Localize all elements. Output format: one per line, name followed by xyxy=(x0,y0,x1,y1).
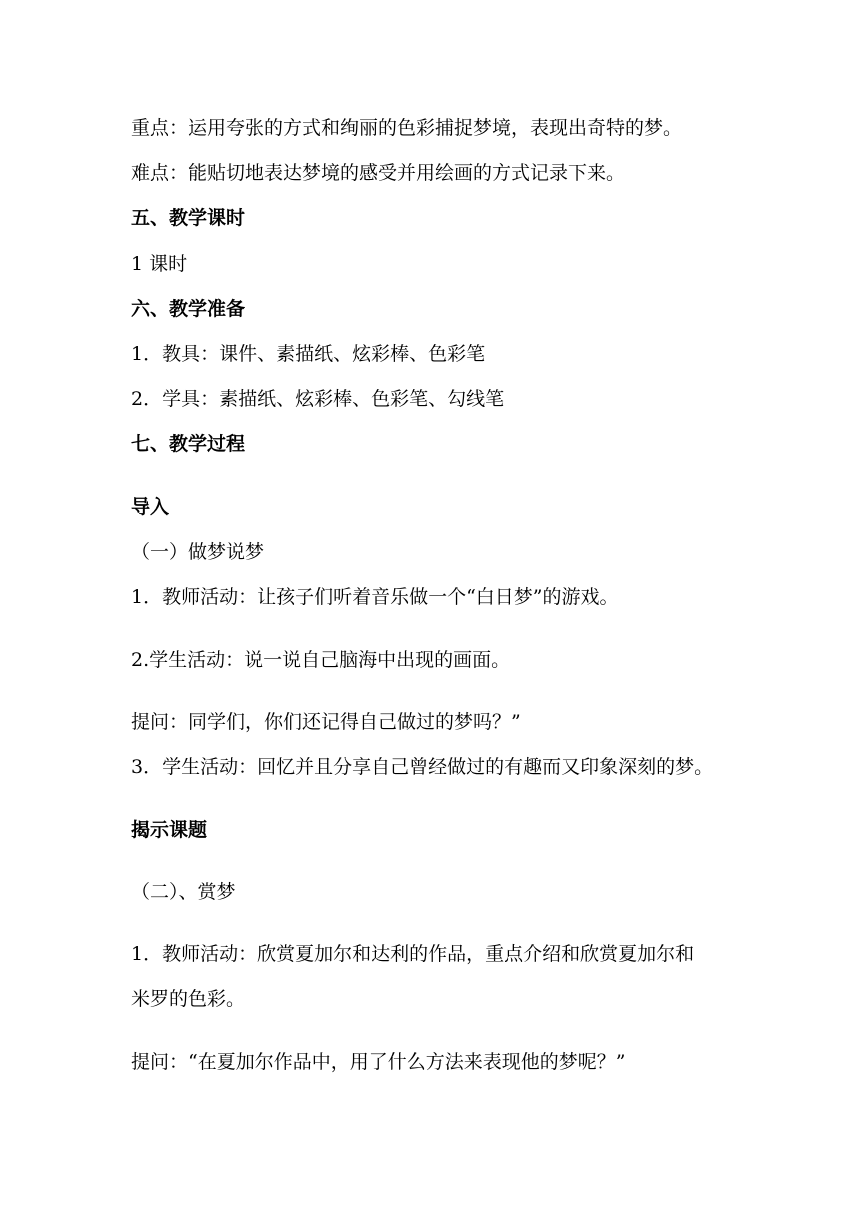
class-hours-text: 1 课时 xyxy=(131,253,188,275)
subsection-dream-talk: （一）做梦说梦 xyxy=(131,541,265,563)
teacher-activity-appreciate-text-cont: 米罗的色彩。 xyxy=(131,988,246,1010)
question-text-2: 提问：“在夏加尔作品中，用了什么方法来表现他的梦呢？” xyxy=(131,1051,626,1073)
difficulty-text: 难点：能贴切地表达梦境的感受并用绘画的方式记录下来。 xyxy=(131,162,626,184)
section-heading-class-hours: 五、教学课时 xyxy=(131,207,246,229)
section-heading-process: 七、教学过程 xyxy=(131,433,246,455)
subheading-reveal-topic: 揭示课题 xyxy=(131,819,208,841)
subheading-introduction: 导入 xyxy=(131,496,170,518)
teaching-tools-text: 1．教具：课件、素描纸、炫彩棒、色彩笔 xyxy=(131,343,486,365)
section-heading-preparation: 六、教学准备 xyxy=(131,298,246,320)
subsection-appreciate-dream: （二）、赏梦 xyxy=(131,881,236,903)
student-activity-3-text: 3．学生活动：回忆并且分享自己曾经做过的有趣而又印象深刻的梦。 xyxy=(131,756,714,778)
key-point-text: 重点：运用夸张的方式和绚丽的色彩捕捉梦境，表现出奇特的梦。 xyxy=(131,117,683,139)
question-text-1: 提问：同学们，你们还记得自己做过的梦吗？” xyxy=(131,711,521,733)
student-activity-2-text: 2.学生活动：说一说自己脑海中出现的画面。 xyxy=(131,649,511,671)
teacher-activity-1-text: 1．教师活动：让孩子们听着音乐做一个“白日梦”的游戏。 xyxy=(131,586,619,608)
teacher-activity-appreciate-text: 1．教师活动：欣赏夏加尔和达利的作品，重点介绍和欣赏夏加尔和 xyxy=(131,943,695,965)
learning-tools-text: 2．学具：素描纸、炫彩棒、色彩笔、勾线笔 xyxy=(131,388,505,410)
